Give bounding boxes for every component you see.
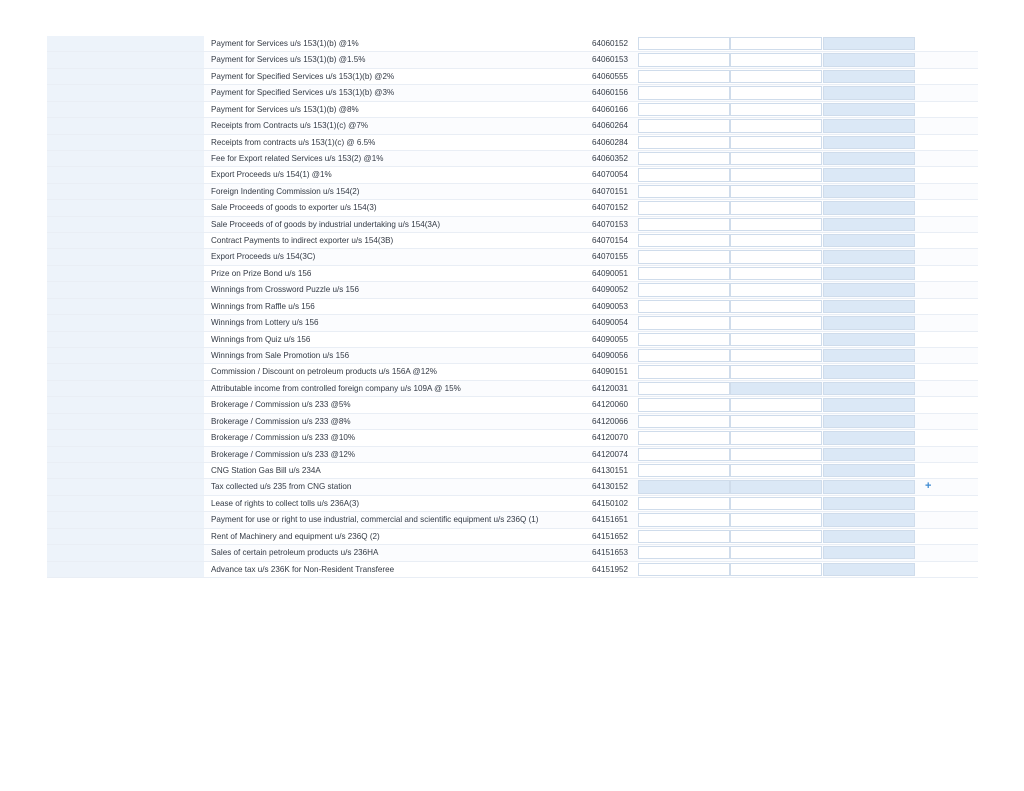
table-row (47, 364, 978, 380)
amount-input[interactable] (638, 185, 730, 198)
row-margin (47, 512, 204, 527)
row-margin (47, 167, 204, 182)
tax-input[interactable] (730, 218, 822, 231)
tax-head-description: Export Proceeds u/s 154(1) @1% (211, 170, 332, 180)
tax-head-description: Brokerage / Commission u/s 233 @10% (211, 433, 356, 443)
row-margin (47, 118, 204, 133)
computed-value-cell (823, 267, 915, 280)
amount-input[interactable] (638, 365, 730, 378)
tax-input[interactable] (730, 53, 822, 66)
tax-head-code: 64060166 (592, 104, 629, 114)
tax-head-code: 64070054 (592, 170, 629, 180)
tax-head-code: 64130151 (592, 465, 629, 475)
tax-head-description: Payment for Services u/s 153(1)(b) @1% (211, 39, 359, 48)
table-row (47, 135, 978, 151)
tax-head-description: Payment for Services u/s 153(1)(b) @1.5% (211, 55, 366, 65)
amount-input[interactable] (638, 431, 730, 444)
tax-input[interactable] (730, 119, 822, 132)
tax-input[interactable] (730, 415, 822, 428)
table-row (47, 184, 978, 200)
computed-value-cell (823, 480, 915, 493)
table-row (47, 414, 978, 430)
tax-head-code: 64070153 (592, 219, 629, 229)
table-row (47, 282, 978, 298)
row-margin (47, 217, 204, 232)
tax-head-description: Payment for use or right to use industrial, commercial and scientific equipment u/s 236Q (1) (211, 515, 539, 525)
tax-head-code: 64150102 (592, 498, 629, 508)
tax-input[interactable] (730, 168, 822, 181)
computed-value-cell (823, 250, 915, 263)
tax-head-code: 64120031 (592, 383, 629, 393)
tax-input[interactable] (730, 37, 822, 50)
table-row (47, 545, 978, 561)
tax-input[interactable] (730, 185, 822, 198)
computed-value-cell (823, 349, 915, 362)
tax-head-description: Winnings from Quiz u/s 156 (211, 334, 311, 344)
tax-head-code: 64060153 (592, 55, 629, 65)
tax-head-description: Rent of Machinery and equipment u/s 236Q (2) (211, 531, 380, 541)
tax-input[interactable] (730, 365, 822, 378)
tax-head-code: 64070155 (592, 252, 629, 262)
amount-input[interactable] (638, 218, 730, 231)
tax-head-description: Lease of rights to collect tolls u/s 236A(3) (211, 498, 360, 508)
amount-input[interactable] (638, 349, 730, 362)
computed-value-cell (823, 464, 915, 477)
table-row (47, 463, 978, 479)
table-row (47, 85, 978, 101)
computed-value-cell (823, 382, 915, 395)
tax-head-code: 64151651 (592, 515, 629, 525)
table-row (47, 299, 978, 315)
computed-value-cell (823, 415, 915, 428)
tax-head-description: Advance tax u/s 236K for Non-Resident Transferee (211, 564, 395, 574)
computed-value-cell (823, 201, 915, 214)
computed-value-cell (823, 365, 915, 378)
tax-head-description: Payment for Specified Services u/s 153(1)(b) @2% (211, 71, 395, 81)
tax-input[interactable] (730, 70, 822, 83)
amount-input[interactable] (638, 333, 730, 346)
tax-head-description: Payment for Specified Services u/s 153(1)(b) @3% (211, 88, 395, 98)
table-row (47, 496, 978, 512)
tax-head-description: Payment for Services u/s 153(1)(b) @8% (211, 104, 359, 114)
amount-input[interactable] (638, 300, 730, 313)
row-margin (47, 102, 204, 117)
tax-head-description: Export Proceeds u/s 154(3C) (211, 252, 316, 262)
tax-head-code: 64090052 (592, 285, 629, 295)
row-margin (47, 299, 204, 314)
tax-head-description: Brokerage / Commission u/s 233 @8% (211, 416, 351, 426)
row-margin (47, 545, 204, 560)
amount-input[interactable] (638, 497, 730, 510)
computed-value-cell (823, 300, 915, 313)
computed-value-cell (823, 234, 915, 247)
tax-head-code: 64060352 (592, 153, 629, 163)
tax-input[interactable] (730, 398, 822, 411)
table-row (47, 200, 978, 216)
tax-head-description: Brokerage / Commission u/s 233 @12% (211, 449, 356, 459)
row-margin (47, 447, 204, 462)
tax-head-code: 64090151 (592, 367, 629, 377)
computed-value-cell (823, 530, 915, 543)
tax-input[interactable] (730, 152, 822, 165)
row-margin (47, 233, 204, 248)
tax-input[interactable] (730, 316, 822, 329)
table-row (47, 233, 978, 249)
tax-head-code: 64070152 (592, 203, 629, 213)
tax-head-code: 64070154 (592, 236, 629, 246)
tax-head-code: 64070151 (592, 186, 629, 196)
tax-input[interactable] (730, 513, 822, 526)
tax-head-description: Sale Proceeds of of goods by industrial undertaking u/s 154(3A) (211, 219, 441, 229)
table-row (47, 266, 978, 282)
row-margin (47, 479, 204, 494)
tax-head-code: 64060152 (592, 39, 629, 48)
tax-head-code: 64130152 (592, 482, 629, 492)
table-row (47, 348, 978, 364)
row-margin (47, 249, 204, 264)
computed-value-cell (823, 448, 915, 461)
tax-input[interactable] (730, 431, 822, 444)
row-margin (47, 52, 204, 67)
row-margin (47, 430, 204, 445)
row-margin (47, 200, 204, 215)
table-row (47, 249, 978, 265)
table-row (47, 562, 978, 578)
amount-input[interactable] (638, 70, 730, 83)
tax-head-code: 64120074 (592, 449, 629, 459)
amount-input[interactable] (638, 563, 730, 576)
withholding-tax-grid (47, 36, 978, 578)
tax-head-description: Contract Payments to indirect exporter u/s 154(3B) (211, 236, 394, 246)
computed-value-cell (823, 53, 915, 66)
amount-input[interactable] (638, 530, 730, 543)
computed-value-cell (823, 283, 915, 296)
computed-value-cell (823, 152, 915, 165)
table-row (47, 447, 978, 463)
table-row (47, 52, 978, 68)
amount-input[interactable] (638, 283, 730, 296)
table-row (47, 167, 978, 183)
tax-input[interactable] (730, 283, 822, 296)
tax-head-description: Winnings from Lottery u/s 156 (211, 318, 319, 328)
computed-value-cell (823, 136, 915, 149)
computed-value-cell (823, 218, 915, 231)
amount-input[interactable] (638, 86, 730, 99)
tax-head-code: 64060284 (592, 137, 629, 147)
amount-input[interactable] (638, 382, 730, 395)
computed-value-cell (823, 398, 915, 411)
row-margin (47, 332, 204, 347)
table-row (47, 397, 978, 413)
tax-head-code: 64090055 (592, 334, 629, 344)
computed-value-cell (823, 563, 915, 576)
tax-head-code: 64090053 (592, 301, 629, 311)
tax-head-description: Receipts from Contracts u/s 153(1)(c) @7% (211, 121, 369, 131)
tax-head-code: 64090056 (592, 351, 629, 361)
amount-input[interactable] (638, 415, 730, 428)
table-row (47, 69, 978, 85)
tax-input[interactable] (730, 136, 822, 149)
row-margin (47, 397, 204, 412)
amount-input[interactable] (638, 316, 730, 329)
amount-input[interactable] (638, 103, 730, 116)
tax-head-code: 64060555 (592, 71, 629, 81)
amount-input[interactable] (638, 136, 730, 149)
computed-value-cell (823, 37, 915, 50)
tax-head-description: Foreign Indenting Commission u/s 154(2) (211, 186, 360, 196)
row-margin (47, 69, 204, 84)
row-margin (47, 282, 204, 297)
table-row (47, 217, 978, 233)
tax-head-description: Fee for Export related Services u/s 153(2) @1% (211, 153, 384, 163)
amount-input[interactable] (638, 53, 730, 66)
tax-input[interactable] (730, 546, 822, 559)
amount-input[interactable] (638, 513, 730, 526)
table-row (47, 151, 978, 167)
add-row-icon[interactable]: + (925, 480, 932, 493)
amount-input[interactable] (638, 119, 730, 132)
computed-value-cell (823, 546, 915, 559)
tax-head-code: 64151652 (592, 531, 629, 541)
table-row (47, 315, 978, 331)
tax-head-code: 64151952 (592, 564, 629, 574)
tax-head-description: Brokerage / Commission u/s 233 @5% (211, 400, 351, 410)
amount-input[interactable] (638, 267, 730, 280)
tax-input[interactable] (730, 464, 822, 477)
amount-input[interactable] (638, 448, 730, 461)
tax-head-description: Winnings from Crossword Puzzle u/s 156 (211, 285, 359, 295)
amount-input[interactable] (638, 201, 730, 214)
tax-input[interactable] (730, 497, 822, 510)
tax-head-description: Sale Proceeds of goods to exporter u/s 154(3) (211, 203, 377, 213)
amount-input[interactable] (638, 480, 730, 493)
tax-input[interactable] (730, 86, 822, 99)
tax-head-description: Attributable income from controlled foreign company u/s 109A @ 15% (211, 383, 461, 393)
tax-head-code: 64060264 (592, 121, 629, 131)
row-margin (47, 135, 204, 150)
amount-input[interactable] (638, 250, 730, 263)
tax-input[interactable] (730, 234, 822, 247)
computed-value-cell (823, 86, 915, 99)
table-row (47, 332, 978, 348)
computed-value-cell (823, 103, 915, 116)
row-margin (47, 315, 204, 330)
row-margin (47, 496, 204, 511)
computed-value-cell (823, 333, 915, 346)
amount-input[interactable] (638, 234, 730, 247)
table-row (47, 118, 978, 134)
tax-input[interactable] (730, 103, 822, 116)
row-margin (47, 36, 204, 51)
tax-head-code: 64120066 (592, 416, 629, 426)
table-row (47, 36, 978, 52)
row-margin (47, 381, 204, 396)
row-margin (47, 184, 204, 199)
tax-head-description: Sales of certain petroleum products u/s 236HA (211, 548, 379, 558)
tax-head-description: CNG Station Gas Bill u/s 234A (211, 465, 321, 475)
tax-head-description: Winnings from Raffle u/s 156 (211, 301, 315, 311)
tax-head-description: Tax collected u/s 235 from CNG station (211, 482, 352, 492)
row-margin (47, 562, 204, 577)
computed-value-cell (823, 513, 915, 526)
tax-input[interactable] (730, 530, 822, 543)
row-margin (47, 348, 204, 363)
amount-input[interactable] (638, 398, 730, 411)
tax-input[interactable] (730, 382, 822, 395)
amount-input[interactable] (638, 152, 730, 165)
row-margin (47, 151, 204, 166)
tax-head-code: 64090051 (592, 268, 629, 278)
row-margin (47, 414, 204, 429)
tax-input[interactable] (730, 448, 822, 461)
tax-head-code: 64151653 (592, 548, 629, 558)
tax-input[interactable] (730, 349, 822, 362)
amount-input[interactable] (638, 546, 730, 559)
table-row (47, 102, 978, 118)
table-row (47, 479, 978, 495)
row-margin (47, 364, 204, 379)
tax-input[interactable] (730, 333, 822, 346)
computed-value-cell (823, 70, 915, 83)
amount-input[interactable] (638, 37, 730, 50)
table-row (47, 529, 978, 545)
tax-head-description: Prize on Prize Bond u/s 156 (211, 268, 312, 278)
tax-input[interactable] (730, 250, 822, 263)
tax-input[interactable] (730, 563, 822, 576)
tax-head-code: 64060156 (592, 88, 629, 98)
tax-head-description: Receipts from contracts u/s 153(1)(c) @ 6.5% (211, 137, 376, 147)
tax-input[interactable] (730, 201, 822, 214)
computed-value-cell (823, 431, 915, 444)
tax-head-code: 64120060 (592, 400, 629, 410)
amount-input[interactable] (638, 168, 730, 181)
table-row (47, 381, 978, 397)
tax-input[interactable] (730, 480, 822, 493)
tax-input[interactable] (730, 267, 822, 280)
tax-input[interactable] (730, 300, 822, 313)
table-row (47, 512, 978, 528)
row-margin (47, 529, 204, 544)
computed-value-cell (823, 168, 915, 181)
computed-value-cell (823, 185, 915, 198)
tax-head-code: 64120070 (592, 433, 629, 443)
tax-head-code: 64090054 (592, 318, 629, 328)
computed-value-cell (823, 497, 915, 510)
row-margin (47, 463, 204, 478)
table-row (47, 430, 978, 446)
computed-value-cell (823, 119, 915, 132)
amount-input[interactable] (638, 464, 730, 477)
row-margin (47, 85, 204, 100)
tax-head-description: Commission / Discount on petroleum products u/s 156A @12% (211, 367, 437, 377)
computed-value-cell (823, 316, 915, 329)
row-margin (47, 266, 204, 281)
tax-head-description: Winnings from Sale Promotion u/s 156 (211, 351, 350, 361)
